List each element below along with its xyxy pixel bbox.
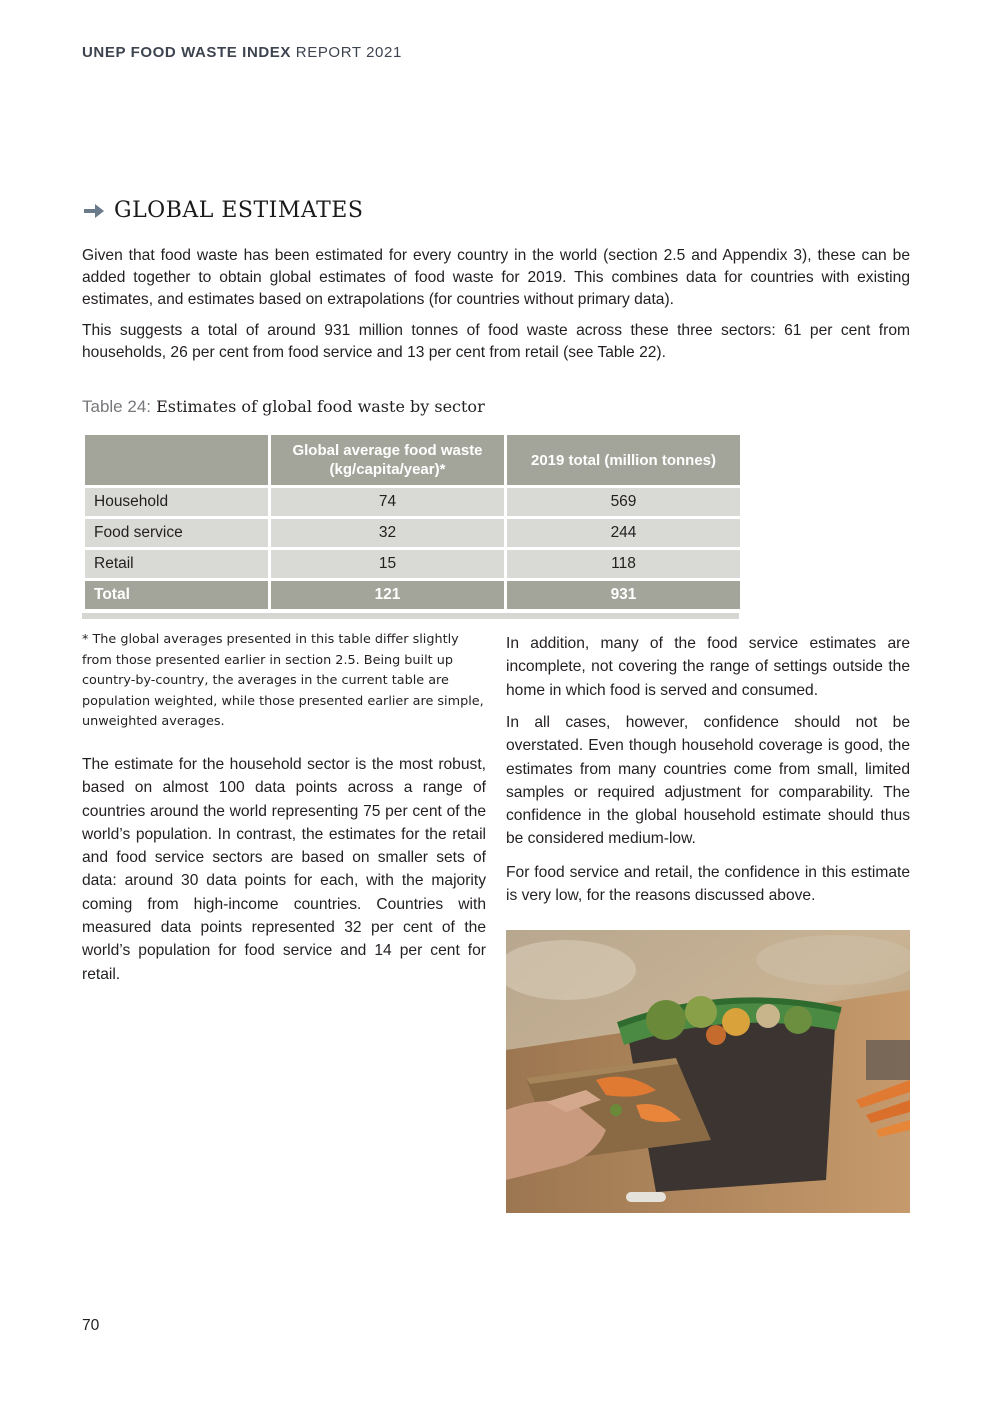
total-value: 931	[506, 580, 742, 611]
total-average: 121	[270, 580, 506, 611]
table-total-row	[84, 580, 742, 611]
row-total: 118	[506, 549, 742, 580]
confidence-paragraph: In all cases, however, confidence should not be overstated. Even though household coverage is good, the estimates from many countries come from small, limited samples or required adjustment for comparability. The confidence in the global household estimate should thus be considered medium-low.	[506, 714, 910, 848]
header-average-line1: Global average food waste	[292, 442, 483, 459]
row-average: 15	[270, 549, 506, 580]
header-cell-empty	[84, 434, 270, 487]
row-average: 32	[270, 518, 506, 549]
running-header-subtitle: REPORT 2021	[291, 44, 402, 61]
intro-paragraph-1: Given that food waste has been estimated for every country in the world (section 2.5 and Appendix 3), these can be added together to obtain global estimates of food waste for 2019. This combines data for countries with existing estimates, and estimates based on extrapolations (for countries without primary data).	[82, 247, 910, 308]
running-header-title: UNEP FOOD WASTE INDEX	[82, 44, 292, 61]
retail-confidence-paragraph: For food service and retail, the confidence in this estimate is very low, for the reasons discussed above.	[506, 864, 910, 905]
compost-bin-photo-illustration	[506, 930, 910, 1213]
table-footnote: * The global averages presented in this table differ slightly from those presented earlier in section 2.5. Being built up country-by-country, the averages in the current table are population weighted, while those presented earlier are simple, unweighted averages.	[82, 632, 484, 729]
running-header	[82, 44, 402, 61]
header-cell-total: 2019 total (million tonnes)	[506, 434, 742, 487]
page-number: 70	[82, 1317, 100, 1334]
header-cell-average	[270, 434, 506, 487]
arrow-right-icon	[82, 202, 106, 220]
table-bottom-rule	[82, 613, 739, 619]
row-sector: Retail	[84, 549, 270, 580]
food-service-paragraph: In addition, many of the food service estimates are incomplete, not covering the range of settings outside the home in which food is served and consumed.	[506, 635, 910, 699]
intro-paragraph-2: This suggests a total of around 931 million tonnes of food waste across these three sectors: 61 per cent from households, 26 per cent from food service and 13 per cent from retail (see Table 22).	[82, 322, 910, 361]
row-average: 74	[270, 487, 506, 518]
table-row	[84, 518, 742, 549]
table-row	[84, 549, 742, 580]
section-heading	[82, 198, 363, 223]
section-title: GLOBAL ESTIMATES	[114, 198, 364, 223]
food-waste-photo	[506, 930, 910, 1213]
header-average-line2: (kg/capita/year)*	[329, 461, 446, 478]
table-caption	[82, 397, 485, 417]
household-estimate-paragraph: The estimate for the household sector is the most robust, based on almost 100 data points across a range of countries around the world representing 75 per cent of the world’s population. In contrast, the estimates for the retail and food service sectors are based on smaller sets of data: around 30 data points for each, with the majority coming from high-income countries. Countries with measured data points represented 32 per cent of the world’s population for food service and 14 per cent for retail.	[82, 756, 486, 983]
row-total: 569	[506, 487, 742, 518]
table-caption-number: Table 24:	[82, 397, 151, 416]
row-sector: Household	[84, 487, 270, 518]
table-caption-title: Estimates of global food waste by sector	[151, 397, 485, 416]
row-total: 244	[506, 518, 742, 549]
table-row	[84, 487, 742, 518]
total-label: Total	[84, 580, 270, 611]
table-header-row	[84, 434, 742, 487]
row-sector: Food service	[84, 518, 270, 549]
food-waste-table	[82, 432, 743, 612]
